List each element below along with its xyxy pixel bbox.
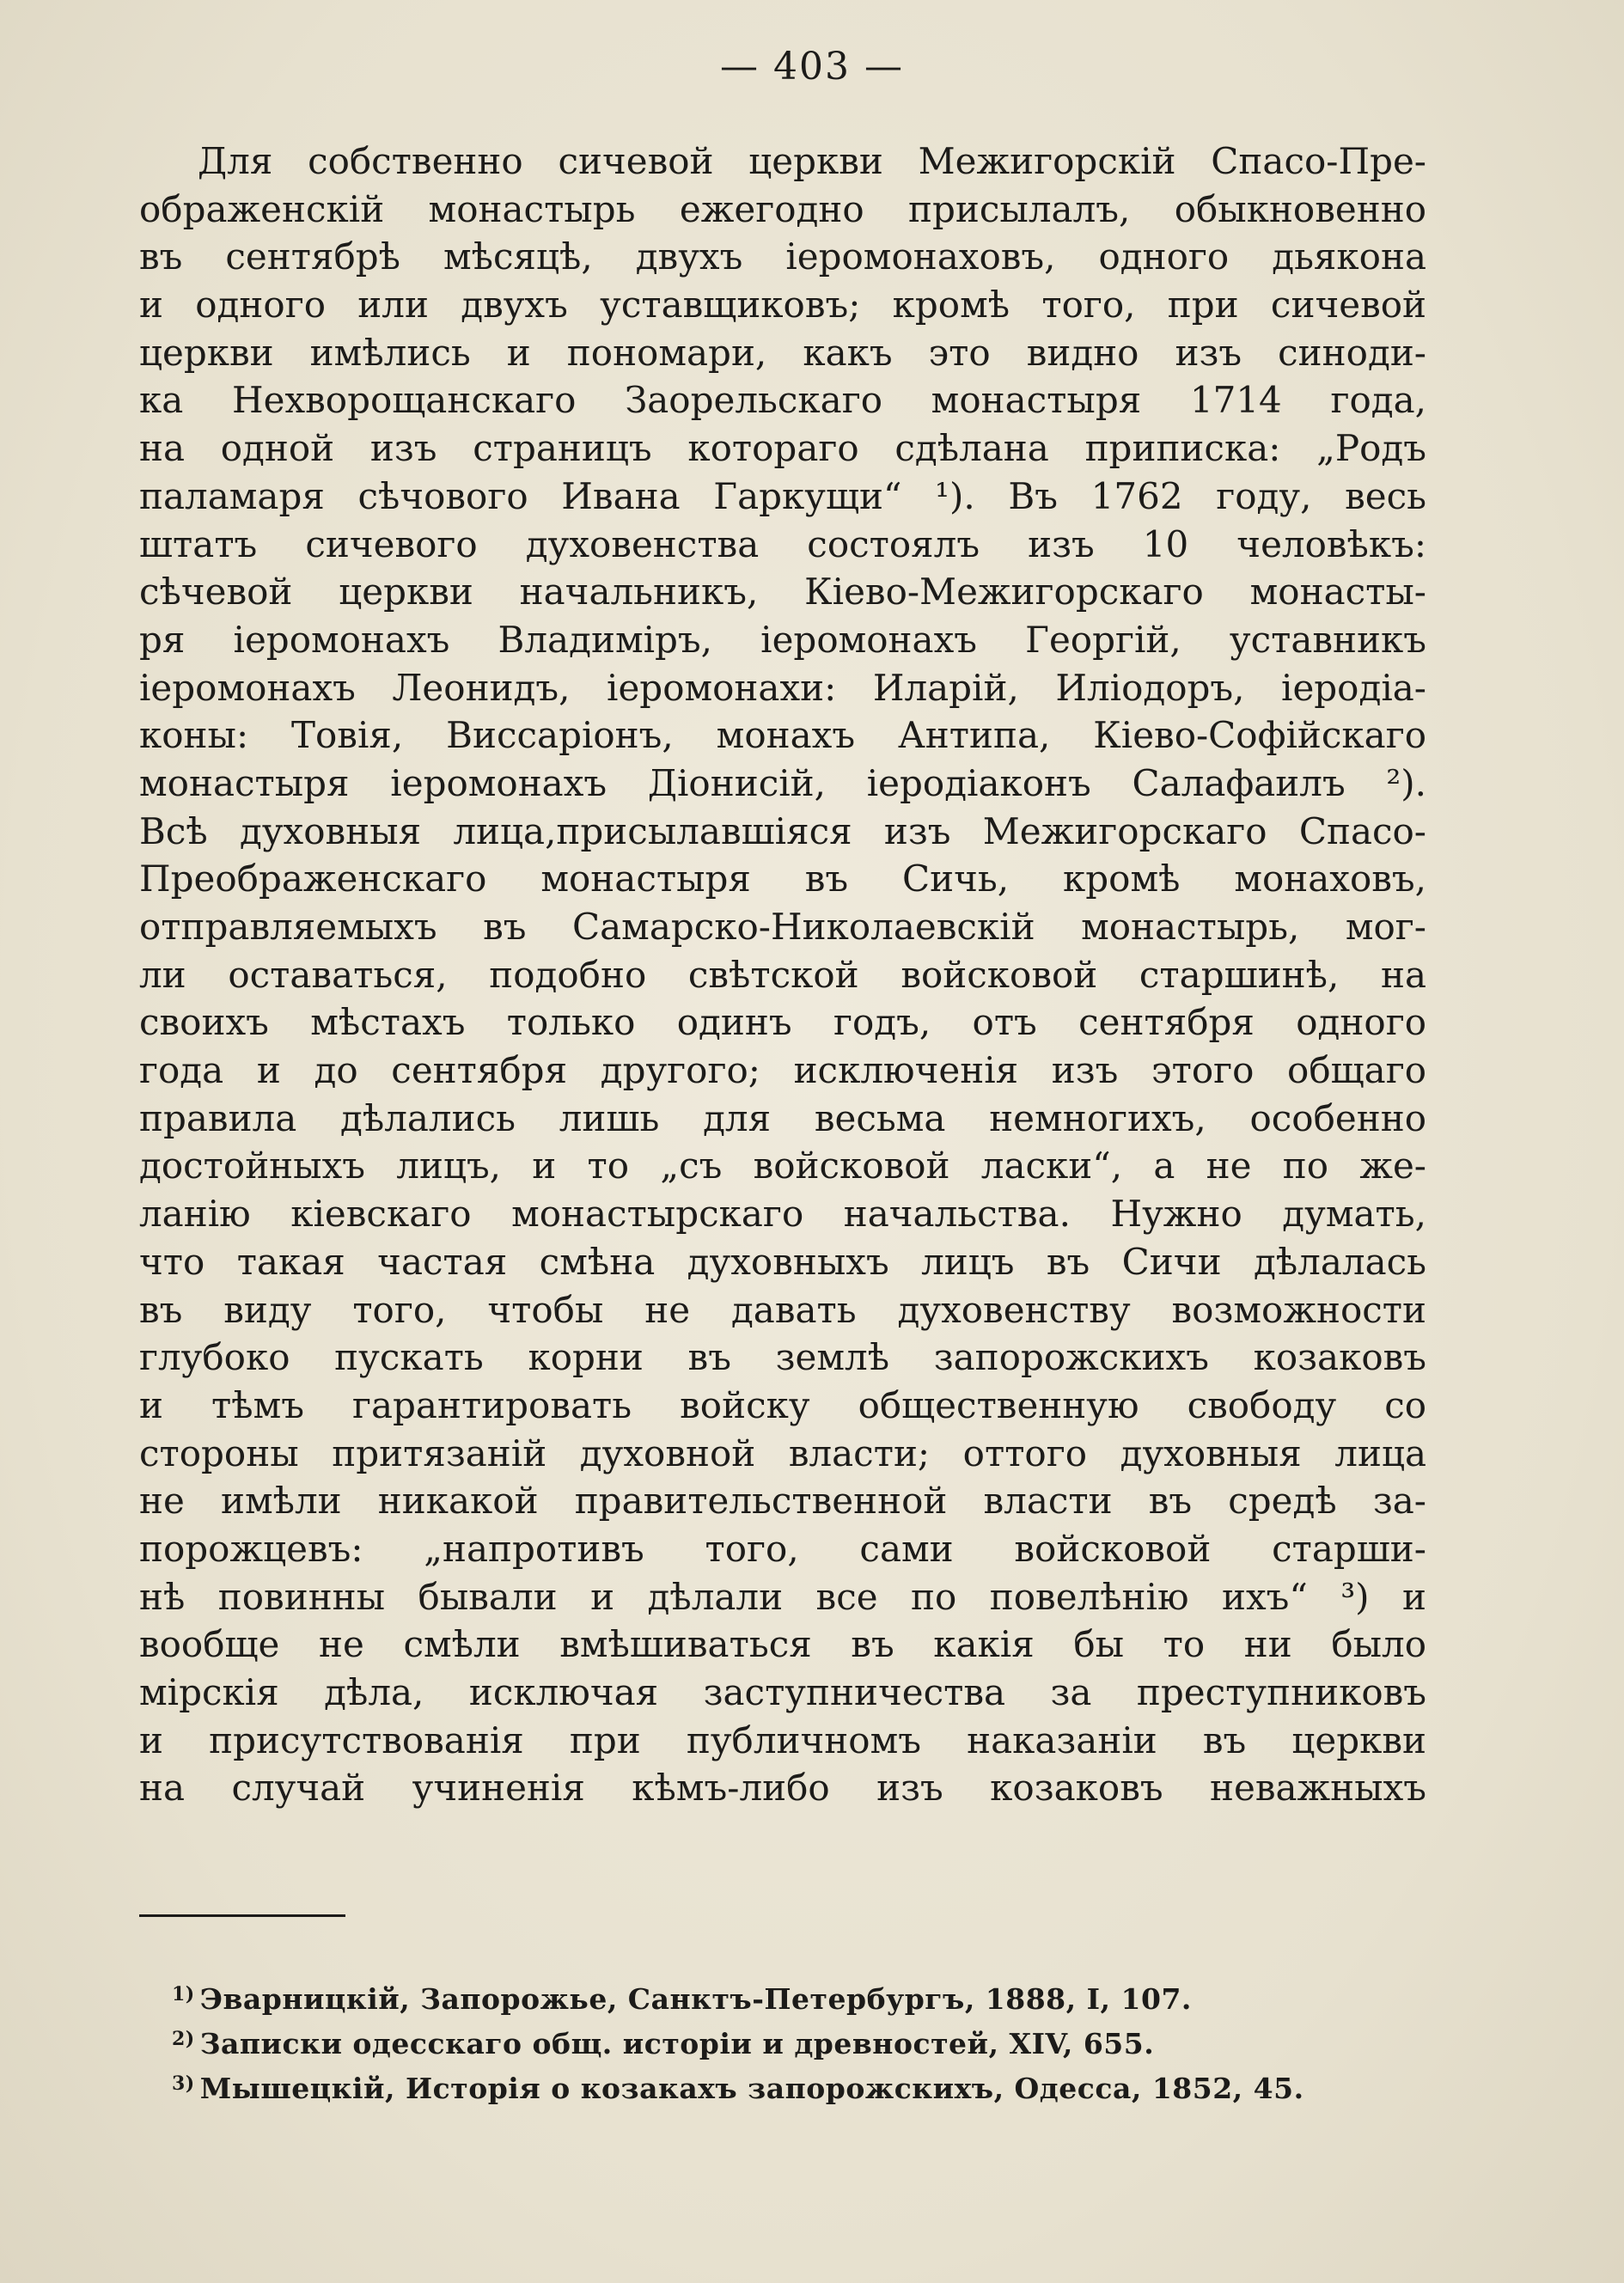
text-line: достойныхъ лицъ, и то „съ войсковой ласки“, а не по же-	[139, 1145, 1426, 1187]
text-line: Преображенскаго монастыря въ Сичь, кромѣ монаховъ,	[139, 858, 1426, 900]
text-line: въ виду того, чтобы не давать духовенству возможности	[139, 1288, 1426, 1331]
text-line: своихъ мѣстахъ только одинъ годъ, отъ сентября одного	[139, 1001, 1426, 1044]
text-line: стороны притязаній духовной власти; оттого духовныя лица	[139, 1431, 1426, 1474]
text-line: порожцевъ: „напротивъ того, сами войсковой старши-	[139, 1527, 1426, 1570]
text-line: что такая частая смѣна духовныхъ лицъ въ Сичи дѣлалась	[139, 1240, 1426, 1283]
text-line: ря іеромонахъ Владиміръ, іеромонахъ Георгій, уставникъ	[139, 618, 1426, 661]
text-line: ображенскій монастырь ежегодно присылалъ, обыкновенно	[139, 187, 1426, 230]
footnotes	[172, 1972, 1426, 2106]
text-line: коны: Товія, Виссаріонъ, монахъ Антипа, Кіево-Софійскаго	[139, 714, 1426, 757]
text-line: Всѣ духовныя лица,присылавшіяся изъ Межигорскаго Спасо-	[139, 809, 1426, 852]
text-line: на одной изъ страницъ котораго сдѣлана приписка: „Родъ	[139, 427, 1426, 470]
text-line: Для собственно сичевой церкви Межигорскій Спасо-Пре-	[198, 140, 1426, 182]
text-line: и одного или двухъ уставщиковъ; кромѣ того, при сичевой	[139, 284, 1426, 327]
footnote-text: Записки одесскаго общ. исторіи и древностей, XIV, 655.	[199, 2027, 1155, 2060]
text-line: мірскія дѣла, исключая заступничества за преступниковъ	[139, 1671, 1426, 1713]
footnote-text: Эварницкій, Запорожье, Санктъ-Петербургъ, 1888, I, 107.	[199, 1982, 1192, 2016]
text-line: правила дѣлались лишь для весьма немногихъ, особенно	[139, 1096, 1426, 1139]
text-line: отправляемыхъ въ Самарско-Николаевскій монастырь, мог-	[139, 906, 1426, 948]
footnote-2	[172, 2017, 1426, 2061]
text-line: глубоко пускать корни въ землѣ запорожскихъ козаковъ	[139, 1336, 1426, 1379]
text-line: іеромонахъ Леонидъ, іеромонахи: Иларій, Иліодоръ, іеродіа-	[139, 666, 1426, 709]
text-line: не имѣли никакой правительственной власти въ средѣ за-	[139, 1480, 1426, 1523]
footnote-1	[172, 1972, 1426, 2017]
text-line: нѣ повинны бывали и дѣлали все по повелѣнію ихъ“ ³) и	[139, 1575, 1426, 1618]
footnote-text: Мышецкій, Исторія о козакахъ запорожскихъ, Одесса, 1852, 45.	[199, 2072, 1304, 2105]
footnote-mark: 1)	[172, 1983, 195, 2005]
text-line: ланію кіевскаго монастырскаго начальства. Нужно думать,	[139, 1193, 1426, 1236]
text-line: и присутствованія при публичномъ наказаніи въ церкви	[139, 1718, 1426, 1761]
footnote-mark: 3)	[172, 2072, 195, 2095]
text-line: ка Нехворощанскаго Заорельскаго монастыря 1714 года,	[139, 379, 1426, 422]
text-line: сѣчевой церкви начальникъ, Кіево-Межигорскаго монасты-	[139, 571, 1426, 613]
text-line: ли оставаться, подобно свѣтской войсковой старшинѣ, на	[139, 953, 1426, 996]
text-line: вообще не смѣли вмѣшиваться въ какія бы то ни было	[139, 1623, 1426, 1666]
text-line: паламаря сѣчового Ивана Гаркущи“ ¹). Въ 1762 году, весь	[139, 474, 1426, 517]
text-line: монастыря іеромонахъ Діонисій, іеродіаконъ Салафаилъ ²).	[139, 761, 1426, 804]
body-text	[139, 137, 1426, 1812]
text-line: на случай учиненія кѣмъ-либо изъ козаковъ неважныхъ	[139, 1767, 1426, 1810]
text-line: штатъ сичевого духовенства состоялъ изъ 10 человѣкъ:	[139, 522, 1426, 565]
footnote-separator	[139, 1914, 345, 1917]
text-line: въ сентябрѣ мѣсяцѣ, двухъ іеромонаховъ, одного дьякона	[139, 235, 1426, 278]
footnote-mark: 2)	[172, 2028, 195, 2050]
text-line: церкви имѣлись и пономари, какъ это видно изъ синоди-	[139, 331, 1426, 374]
footnote-3	[172, 2061, 1426, 2106]
text-line: года и до сентября другого; исключенія изъ этого общаго	[139, 1049, 1426, 1092]
page-number: — 403 —	[720, 45, 904, 89]
text-line: и тѣмъ гарантировать войску общественную свободу со	[139, 1383, 1426, 1426]
